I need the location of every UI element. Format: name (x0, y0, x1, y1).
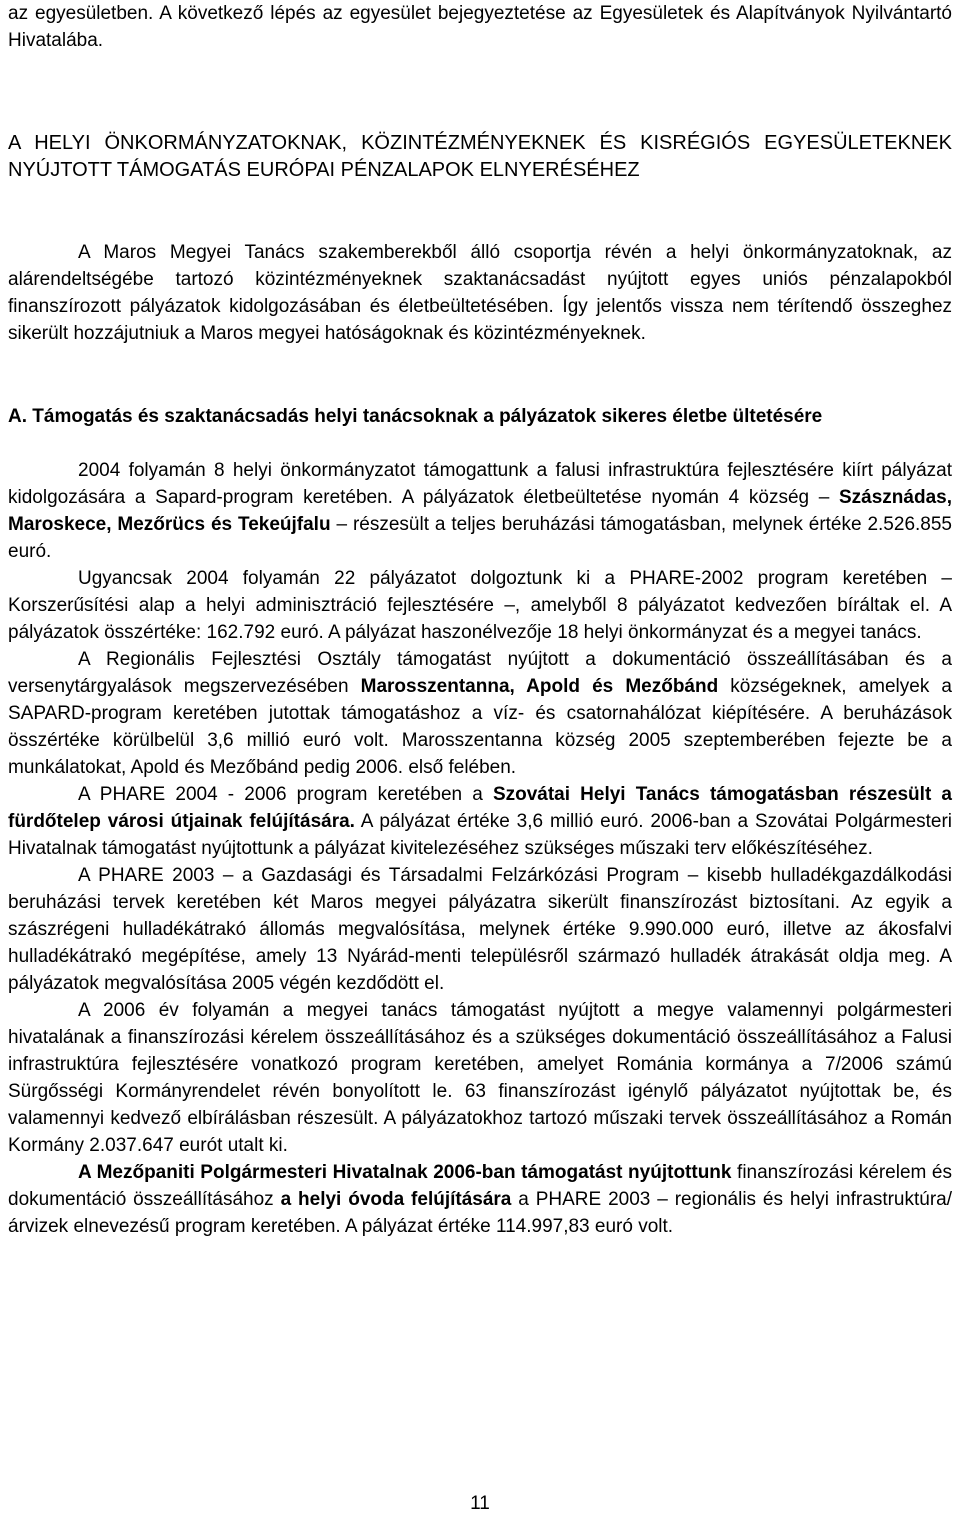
p1-text-a: 2004 folyamán 8 helyi önkormányzatot támogattunk a falusi infrastruktúra fejlesztésére kiírt pályázat kidolgozására a Sapard-program keretében. A pályázatok életbeültetése nyomán 4 község – (8, 460, 952, 508)
p3-text-c: községeknek, amelyek a SAPARD-program keretében jutottak támogatáshoz a víz- és csatornahálózat kiépítésére. A beruházások összértéke körülbelül 3,6 millió euró volt. Marosszentanna község 2005 szeptemberében fejezte be a munkálatokat, Apold és Mezőbánd pedig 2006. első felében. (8, 676, 952, 778)
p1-text-c: – részesült a teljes beruházási támogatásban, melynek értéke 2.526.855 euró. (8, 514, 952, 562)
page-number: 11 (470, 1493, 490, 1514)
intro-paragraph (8, 239, 952, 347)
p3-bold: Marosszentanna, Apold és Mezőbánd (360, 676, 719, 697)
section-heading: A HELYI ÖNKORMÁNYZATOKNAK, KÖZINTÉZMÉNYEKNEK ÉS KISRÉGIÓS EGYESÜLETEKNEK NYÚJTOTT TÁMOGATÁS EURÓPAI PÉNZALAPOK ELNYERÉSÉHEZ (8, 132, 952, 181)
p3-text-a: A Regionális Fejlesztési Osztály támogatást nyújtott a dokumentáció összeállításában és a versenytárgyalások megszervezésében (8, 649, 952, 697)
p7-text-b: finanszírozási kérelem és dokumentáció összeállításához (8, 1162, 952, 1210)
paragraph-1 (8, 457, 952, 565)
subheading: A. Támogatás és szaktanácsadás helyi tanácsoknak a pályázatok sikeres életbe ültetésére (8, 406, 823, 427)
top-fragment: az egyesületben. A következő lépés az egyesület bejegyeztetése az Egyesületek és Alapítványok Nyilvántartó Hivatalába. (8, 3, 952, 51)
paragraph-6: A 2006 év folyamán a megyei tanács támogatást nyújtott a megye valamennyi polgármesteri hivatalának a finanszírozási kérelem összeállításához és a szükséges dokumentáció összeállításához a Falusi infrastruktúra fejlesztésére vonatkozó program keretében, amelyet Románia kormánya a 7/2006 számú Sürgősségi Kormányrendelet révén bonyolított le. 63 finanszírozást igénylő pályázatot nyújtottak be, és valamennyi kedvező elbírálásban részesült. A pályázatokhoz tartozó műszaki tervek összeállításához a Román Kormány 2.037.647 eurót utalt ki. (8, 1000, 952, 1156)
p7-text-d: a PHARE 2003 – regionális és helyi infrastruktúra/árvizek elnevezésű program keretében. A pályázat értéke 114.997,83 euró volt. (8, 1189, 953, 1237)
p4-text-c: A pályázat értéke 3,6 millió euró. 2006-ban a Szovátai Polgármesteri Hivatalnak támogatást nyújtottunk a pályázat kivitelezéséhez szükséges műszaki terv előkészítéséhez. (8, 811, 952, 859)
paragraph-7 (8, 1159, 952, 1240)
p4-text-a: A PHARE 2004 - 2006 program keretében a (78, 784, 493, 805)
p7-bold-c: a helyi óvoda felújítására (280, 1189, 512, 1210)
paragraph-5: A PHARE 2003 – a Gazdasági és Társadalmi Felzárkózási Program – kisebb hulladékgazdálkodási beruházási tervek keretében két Maros megyei pályázatra sikerült finanszírozást biztosítani. Az egyik a szászrégeni hulladékátrakó állomás megvalósítása, melynek értéke 9.990.000 euró, illetve az ákosfalvi hulladékátrakó megépítése, amely 13 Nyárád-menti településről származó hulladék átrakását oldja meg. A pályázatok megvalósítása 2005 végén kezdődött el. (8, 865, 952, 994)
p4-bold: Szovátai Helyi Tanács támogatásban részesült a fürdőtelep városi útjainak felújítására. (8, 784, 952, 832)
paragraph-2: Ugyancsak 2004 folyamán 22 pályázatot dolgoztunk ki a PHARE-2002 program keretében – Korszerűsítési alap a helyi adminisztráció fejlesztésére –, amelyből 8 pályázatot kedvezően bíráltak el. A pályázatok összértéke: 162.792 euró. A pályázat haszonélvezője 18 helyi önkormányzat és a megyei tanács. (8, 568, 952, 643)
body-block (8, 457, 952, 1240)
intro-block (8, 239, 952, 347)
p7-bold-a: A Mezőpaniti Polgármesteri Hivatalnak 2006-ban támogatást nyújtottunk (78, 1162, 732, 1183)
intro-text-1: A Maros Megyei Tanács szakemberekből álló csoportja révén a helyi önkormányzatoknak, az alárendeltségébe tartozó közintézményeknek szaktanácsadást nyújtott egyes uniós pénzalapokból finanszírozott pályázatok kidolgozásában és életbeültetésében. (8, 242, 952, 317)
paragraph-3 (8, 646, 952, 781)
paragraph-4 (8, 781, 952, 862)
intro-text-2: Így jelentős vissza nem térítendő összeghez sikerült hozzájutniuk a Maros megyei hatóságoknak és közintézményeknek. (8, 296, 953, 344)
p1-bold: Szásznádas, Maroskece, Mezőrücs és Tekeújfalu (8, 487, 952, 535)
